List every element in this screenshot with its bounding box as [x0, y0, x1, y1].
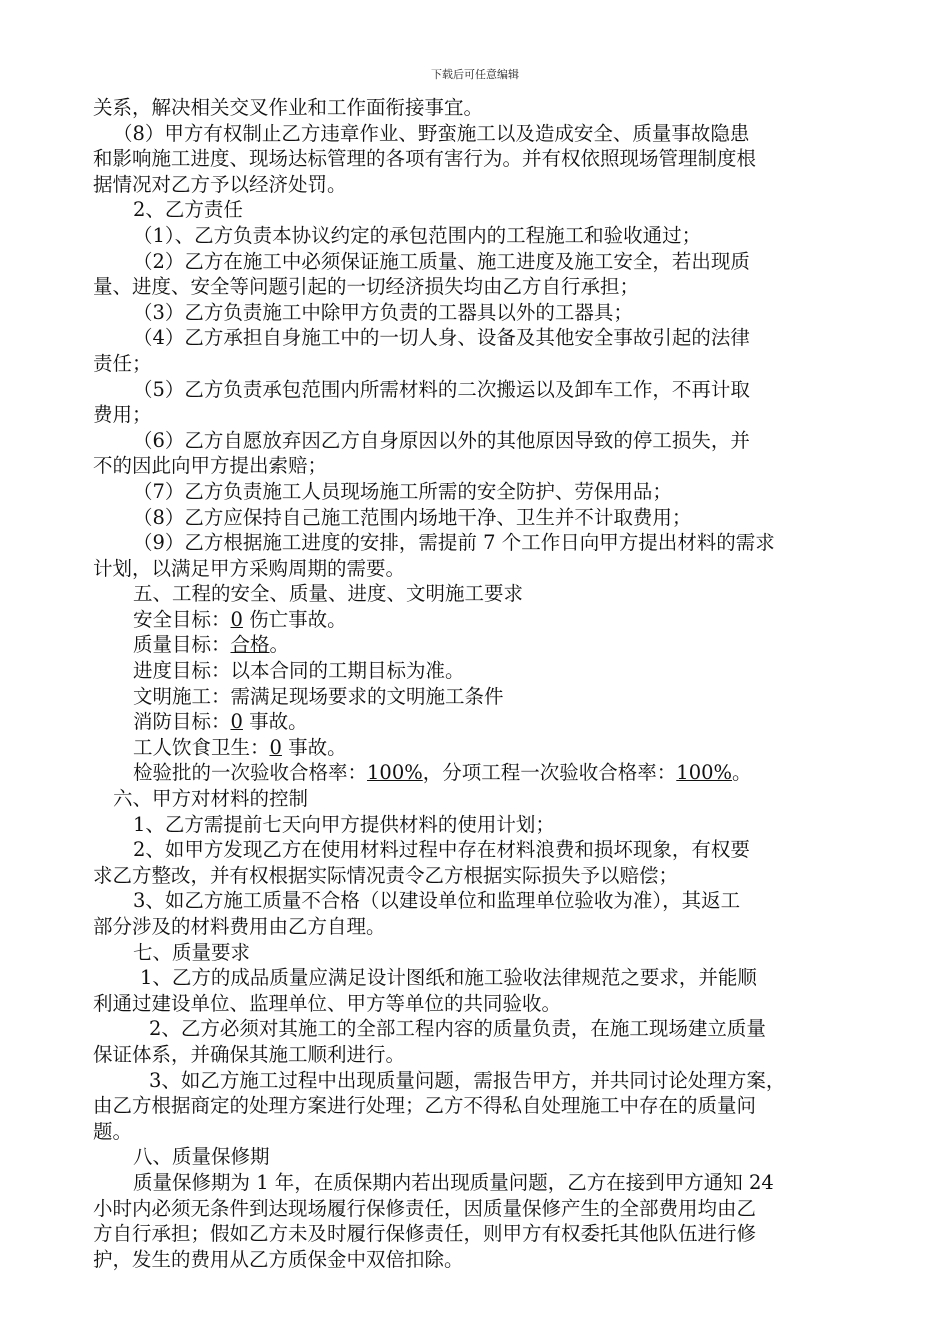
text-line: 方自行承担；假如乙方未及时履行保修责任，则甲方有权委托其他队伍进行修	[93, 1222, 757, 1246]
text-line: 由乙方根据商定的处理方案进行处理；乙方不得私自处理施工中存在的质量问	[93, 1094, 757, 1118]
text-line: （8）乙方应保持自己施工范围内场地干净、卫生并不计取费用；	[133, 505, 692, 529]
text-line: 五、工程的安全、质量、进度、文明施工要求	[133, 582, 524, 606]
text-line: 工人饮食卫生：0 事故。	[133, 735, 347, 759]
text-line: 安全目标：0 伤亡事故。	[133, 607, 347, 631]
text-line: （4）乙方承担自身施工中的一切人身、设备及其他安全事故引起的法律	[133, 326, 750, 350]
text-line: （1）、乙方负责本协议约定的承包范围内的工程施工和验收通过；	[133, 223, 702, 247]
text-line: 文明施工：需满足现场要求的文明施工条件	[133, 684, 504, 708]
document-body	[93, 95, 863, 1272]
text-line: 2、乙方责任	[133, 198, 243, 222]
text-line: 消防目标：0 事故。	[133, 710, 308, 734]
text-line: 关系，解决相关交叉作业和工作面衔接事宜。	[93, 96, 484, 119]
text-line: （8）甲方有权制止乙方违章作业、野蛮施工以及造成安全、质量事故隐患	[113, 121, 750, 145]
text-line: 2、如甲方发现乙方在使用材料过程中存在材料浪费和损坏现象，有权要	[133, 838, 750, 862]
text-line: 护，发生的费用从乙方质保金中双倍扣除。	[93, 1247, 464, 1271]
text-line: （5）乙方负责承包范围内所需材料的二次搬运以及卸车工作，不再计取	[133, 377, 750, 401]
text-line: 和影响施工进度、现场达标管理的各项有害行为。并有权依照现场管理制度根	[93, 147, 757, 171]
text-line: 据情况对乙方予以经济处罚。	[93, 172, 347, 196]
text-line: 进度目标：以本合同的工期目标为准。	[133, 659, 465, 683]
text-line: （3）乙方负责施工中除甲方负责的工器具以外的工器具；	[133, 300, 633, 324]
text-line: 六、甲方对材料的控制	[113, 787, 309, 811]
text-line: 质量目标：合格。	[133, 633, 290, 657]
text-line: 1、乙方的成品质量应满足设计图纸和施工验收法律规范之要求，并能顺	[140, 966, 757, 990]
text-line: （2）乙方在施工中必须保证施工质量、施工进度及施工安全，若出现质	[133, 249, 750, 273]
text-line: 题。	[93, 1119, 133, 1143]
text-line: 不的因此向甲方提出索赔；	[93, 454, 328, 478]
text-line: 小时内必须无条件到达现场履行保修责任，因质量保修产生的全部费用均由乙	[93, 1196, 757, 1220]
text-line: 1、乙方需提前七天向甲方提供材料的使用计划；	[133, 812, 555, 836]
text-line: 检验批的一次验收合格率：100%，分项工程一次验收合格率：100%。	[133, 761, 752, 785]
text-line: 2、乙方必须对其施工的全部工程内容的质量负责，在施工现场建立质量	[149, 1017, 766, 1041]
text-line: 部分涉及的材料费用由乙方自理。	[93, 915, 386, 938]
text-line: 责任；	[93, 351, 152, 375]
text-line: 利通过建设单位、监理单位、甲方等单位的共同验收。	[93, 991, 562, 1015]
text-line: 质量保修期为 1 年，在质保期内若出现质量问题，乙方在接到甲方通知 24	[133, 1170, 774, 1194]
page-header: 下载后可任意编辑	[431, 68, 519, 81]
text-line: 七、质量要求	[133, 940, 251, 964]
text-line: （7）乙方负责施工人员现场施工所需的安全防护、劳保用品；	[133, 479, 672, 503]
text-line: （9）乙方根据施工进度的安排，需提前 7 个工作日向甲方提出材料的需求	[133, 531, 775, 555]
text-line: （6）乙方自愿放弃因乙方自身原因以外的其他原因导致的停工损失，并	[133, 428, 750, 452]
text-line: 保证体系，并确保其施工顺利进行。	[93, 1042, 406, 1066]
text-line: 计划，以满足甲方采购周期的需要。	[93, 556, 406, 580]
text-line: 量、进度、安全等问题引起的一切经济损失均由乙方自行承担；	[93, 275, 640, 299]
text-line: 求乙方整改，并有权根据实际情况责令乙方根据实际损失予以赔偿；	[93, 863, 679, 887]
text-line: 八、质量保修期	[133, 1145, 270, 1169]
text-line: 3、如乙方施工质量不合格（以建设单位和监理单位验收为准），其返工	[133, 889, 741, 913]
text-line: 费用；	[93, 403, 152, 427]
text-line: 3、如乙方施工过程中出现质量问题，需报告甲方，并共同讨论处理方案，	[149, 1068, 786, 1092]
